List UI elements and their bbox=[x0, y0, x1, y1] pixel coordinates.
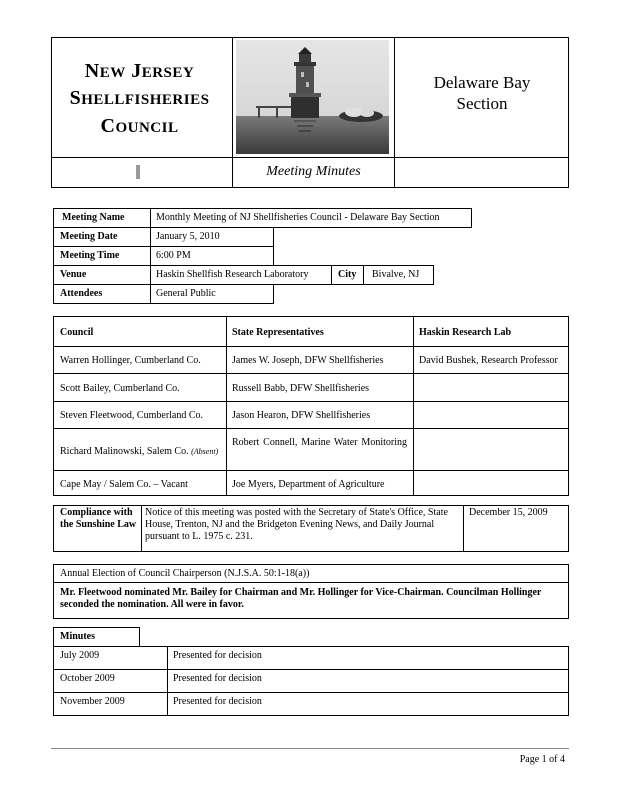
state-rep: Russell Babb, DFW Shellfisheries bbox=[232, 383, 370, 394]
compliance-text: Notice of this meeting was posted with the Secretary of State's Office, State House, Trenton, NJ and the Bridgeton Evening News, and Daily Journal pursuant to L. 1975 c. 231. bbox=[145, 507, 448, 542]
col-header-lab: Haskin Research Lab bbox=[419, 327, 512, 338]
absent-note: (Absent) bbox=[191, 447, 219, 456]
council-member: Scott Bailey, Cumberland Co. bbox=[60, 383, 180, 394]
minutes-month: October 2009 bbox=[60, 673, 115, 684]
col-header-council: Council bbox=[60, 327, 94, 338]
council-title-line-2: SHELLFISHERIES bbox=[69, 87, 210, 109]
election-text: Mr. Fleetwood nominated Mr. Bailey for Chairman and Mr. Hollinger for Vice-Chairman. Councilman Hollinger seconded the nomination. All were in favor. bbox=[60, 587, 542, 610]
header-marker bbox=[136, 165, 140, 179]
section-title bbox=[395, 72, 569, 114]
compliance-label: Compliance with the Sunshine Law bbox=[60, 507, 137, 530]
attendees-label: Attendees bbox=[60, 288, 103, 299]
council-title-line-3: COUNCIL bbox=[100, 115, 179, 137]
section-title-line-2: Section bbox=[456, 94, 508, 113]
meeting-time-label: Meeting Time bbox=[60, 250, 120, 261]
compliance-date: December 15, 2009 bbox=[469, 507, 548, 518]
meeting-date-label: Meeting Date bbox=[60, 231, 118, 242]
minutes-month: July 2009 bbox=[60, 650, 100, 661]
state-rep: Joe Myers, Department of Agriculture bbox=[232, 479, 385, 490]
meeting-time-value: 6:00 PM bbox=[156, 250, 191, 261]
council-member: Steven Fleetwood, Cumberland Co. bbox=[60, 410, 204, 421]
section-title-line-1: Delaware Bay bbox=[433, 73, 531, 92]
minutes-month: November 2009 bbox=[60, 696, 125, 707]
minutes-status: Presented for decision bbox=[173, 696, 262, 707]
city-value: Bivalve, NJ bbox=[372, 269, 420, 280]
meeting-name-value: Monthly Meeting of NJ Shellfisheries Council - Delaware Bay Section bbox=[156, 212, 440, 223]
election-heading: Annual Election of Council Chairperson (N.J.S.A. 50:1-18(a)) bbox=[60, 568, 310, 579]
council-member: Warren Hollinger, Cumberland Co. bbox=[60, 355, 201, 366]
lab-rep: David Bushek, Research Professor bbox=[419, 355, 558, 366]
meeting-name-label: Meeting Name bbox=[62, 212, 125, 223]
meeting-date-value: January 5, 2010 bbox=[156, 231, 220, 242]
venue-label: Venue bbox=[60, 269, 87, 280]
col-header-state: State Representatives bbox=[232, 327, 324, 338]
doc-type: Meeting Minutes bbox=[266, 164, 361, 179]
state-rep: James W. Joseph, DFW Shellfisheries bbox=[232, 355, 384, 366]
council-title-line-1: NEW JERSEY bbox=[84, 60, 195, 82]
venue-value: Haskin Shellfish Research Laboratory bbox=[156, 269, 309, 280]
council-member bbox=[60, 446, 218, 458]
minutes-heading: Minutes bbox=[60, 631, 95, 642]
council-member-name: Richard Malinowski, Salem Co. bbox=[60, 446, 189, 457]
page-number: Page 1 of 4 bbox=[519, 754, 565, 765]
state-rep: Jason Hearon, DFW Shellfisheries bbox=[232, 410, 371, 421]
attendance-table bbox=[53, 316, 569, 496]
council-member: Cape May / Salem Co. – Vacant bbox=[60, 479, 188, 490]
footer-rule bbox=[51, 748, 569, 749]
minutes-table bbox=[53, 646, 569, 716]
state-rep: Robert Connell, Marine Water Monitoring bbox=[232, 437, 407, 448]
city-label: City bbox=[338, 269, 357, 280]
lighthouse-image bbox=[236, 40, 389, 154]
minutes-status: Presented for decision bbox=[173, 650, 262, 661]
minutes-status: Presented for decision bbox=[173, 673, 262, 684]
attendees-value: General Public bbox=[156, 288, 216, 299]
